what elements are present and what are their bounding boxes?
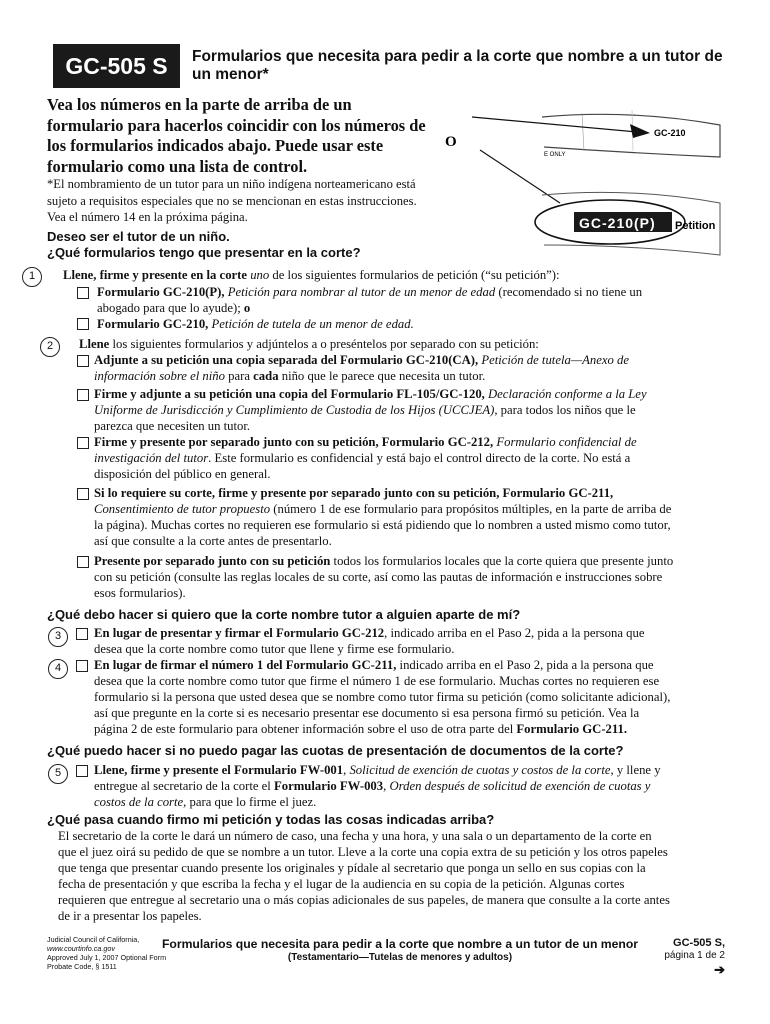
form-number-badge: GC-505 S — [53, 44, 180, 88]
section-1-heading-line1: Deseo ser el tutor de un niño. — [47, 229, 230, 244]
footer-publisher-info: Judicial Council of California, www.courtinfo.ca.gov Approved July 1, 2007 Optional Form Probate Code, § 1511 — [47, 935, 167, 971]
step-4-text: En lugar de firmar el número 1 del Formulario GC-211, indicado arriba en el Paso 2, pida a la persona que desea que la corte nombre como tutor que firme el número 1 de ese formulario. Muchas cortes no requieren ese formulario si la persona que usted desea que se nombre como tutor firma su petición (como solicitante adicional), así que pregunte en la corte si es necesario presentar ese documento si esa persona firmó su petición. Vea la página 2 de este formulario para obtener información sobre el uso de otra parte del Formulario GC-211. — [94, 658, 671, 736]
footer-page-info: GC-505 S, página 1 de 2 ➔ — [640, 937, 725, 978]
or-label: O — [445, 134, 457, 150]
small-form-label: GC-210 — [654, 128, 686, 138]
section-4-heading: ¿Qué pasa cuando firmo mi petición y todas las cosas indicadas arriba? — [47, 812, 495, 827]
step-1-option-gc210: Formulario GC-210, Petición de tutela de un menor de edad. — [97, 317, 414, 331]
checkbox-step-5[interactable] — [76, 765, 88, 777]
step-2-item-fl105: Firme y adjunte a su petición una copia del Formulario FL-105/GC-120, Declaración conforme a la Ley Uniforme de Jurisdicción y Cumplimiento de Custodia de los Hijos (UCCJEA), para todos los niños que le parezca que necesiten un tutor. — [94, 387, 647, 433]
step-1-option-gc210p: Formulario GC-210(P), Petición para nombrar al tutor de un menor de edad (recomendado si no tiene un abogado para que lo ayude); o — [97, 285, 643, 315]
small-form-fragment: E ONLY — [544, 152, 566, 158]
large-form-label: GC-210(P) — [579, 215, 656, 231]
petition-label: Petition — [675, 220, 716, 232]
step-3-number: 3 — [48, 627, 68, 647]
step-3-text: En lugar de presentar y firmar el Formulario GC-212, indicado arriba en el Paso 2, pida a la persona que desea que la corte nombre como tutor que llene y firme ese formulario. — [94, 626, 645, 656]
next-page-arrow-icon: ➔ — [714, 962, 725, 977]
step-2-lead: Llene los siguientes formularios y adjúntelos a o preséntelos por separado con su petición: — [79, 337, 539, 351]
checkbox-step-3[interactable] — [76, 628, 88, 640]
section-1-heading — [47, 229, 647, 261]
intro-instructions: Vea los números en la parte de arriba de un formulario para hacerlos coincidir con los números de los formularios indicados abajo. Puede usar este formulario como una lista de control. — [47, 95, 426, 176]
checkbox-gc211[interactable] — [77, 488, 89, 500]
step-2-item-gc211: Si lo requiere su corte, firme y presente por separado junto con su petición, Formulario GC-211, Consentimiento de tutor propuesto (número 1 de ese formulario para propósitos múltiples, en la parte de arriba de la página). Muchas cortes no requieren ese formulario si está pidiendo que lo nombren a usted mismo como tutor, así que consulte a la corte antes de presentarlo. — [94, 486, 672, 548]
checkbox-gc210ca[interactable] — [77, 355, 89, 367]
section-3-heading: ¿Qué puedo hacer si no puedo pagar las cuotas de presentación de documentos de la corte? — [47, 743, 624, 758]
checkbox-fl105[interactable] — [77, 389, 89, 401]
footer-form-title: Formularios que necesita para pedir a la corte que nombre a un tutor de un menor (Testamentario—Tutelas de menores y adultos) — [161, 937, 639, 963]
step-1-lead: Llene, firme y presente en la corte uno de los siguientes formularios de petición (“su petición”): — [63, 268, 560, 282]
form-title: Formularios que necesita para pedir a la corte que nombre a un tutor de un menor* — [192, 48, 723, 83]
checkbox-step-4[interactable] — [76, 660, 88, 672]
step-5-number: 5 — [48, 764, 68, 784]
section-1-heading-line2: ¿Qué formularios tengo que presentar en la corte? — [47, 245, 361, 260]
step-2-item-local-forms: Presente por separado junto con su petición todos los formularios locales que la corte quiera que presente junto con su petición (consulte las reglas locales de su corte, así como las pautas de información e instrucciones sobre esos formularios). — [94, 554, 674, 600]
step-5-text: Llene, firme y presente el Formulario FW-001, Solicitud de exención de cuotas y costos de la corte, y llene y entregue al secretario de la corte el Formulario FW-003, Orden después de solicitud de exención de cuotas y costos de la corte, para que lo firme el juez. — [94, 763, 661, 809]
checkbox-gc210p[interactable] — [77, 287, 89, 299]
checkbox-gc212[interactable] — [77, 437, 89, 449]
step-2-number: 2 — [40, 337, 60, 357]
step-4-number: 4 — [48, 659, 68, 679]
step-1-number: 1 — [22, 267, 42, 287]
checkbox-gc210[interactable] — [77, 318, 89, 330]
intro-note: *El nombramiento de un tutor para un niño indígena norteamericano está sujeto a requisitos especiales que no se mencionan en estas instrucciones. Vea el número 14 en la próxima página. — [47, 177, 417, 224]
section-4-body: El secretario de la corte le dará un número de caso, una fecha y una hora, y una sala o un departamento de la corte en que el juez oirá su pedido de que se nombre a un tutor. Lleve a la corte una copia extra de su petición y los otros papeles que tenga que presentar cuando presente los originales y pídale al secretario que ponga un sello en sus copias con la fecha de presentación y que escriba la fecha y el lugar de la audiencia en su copia de la petición. Algunas cortes requieren que entregue al secretario una o más copias adicionales de sus papeles, de manera que consulte a la corte antes de ir a presentar los papeles. — [58, 829, 670, 923]
checkbox-local-forms[interactable] — [77, 556, 89, 568]
section-2-heading: ¿Qué debo hacer si quiero que la corte nombre tutor a alguien aparte de mí? — [47, 607, 521, 622]
step-2-item-gc210ca: Adjunte a su petición una copia separada del Formulario GC-210(CA), Petición de tutela—Anexo de información sobre el niño para cada niño que le parece que necesita un tutor. — [94, 353, 629, 383]
step-2-item-gc212: Firme y presente por separado junto con su petición, Formulario GC-212, Formulario confidencial de investigación del tutor. Este formulario es confidencial y está bajo el control directo de la corte. No está a disposición del público en general. — [94, 435, 637, 481]
